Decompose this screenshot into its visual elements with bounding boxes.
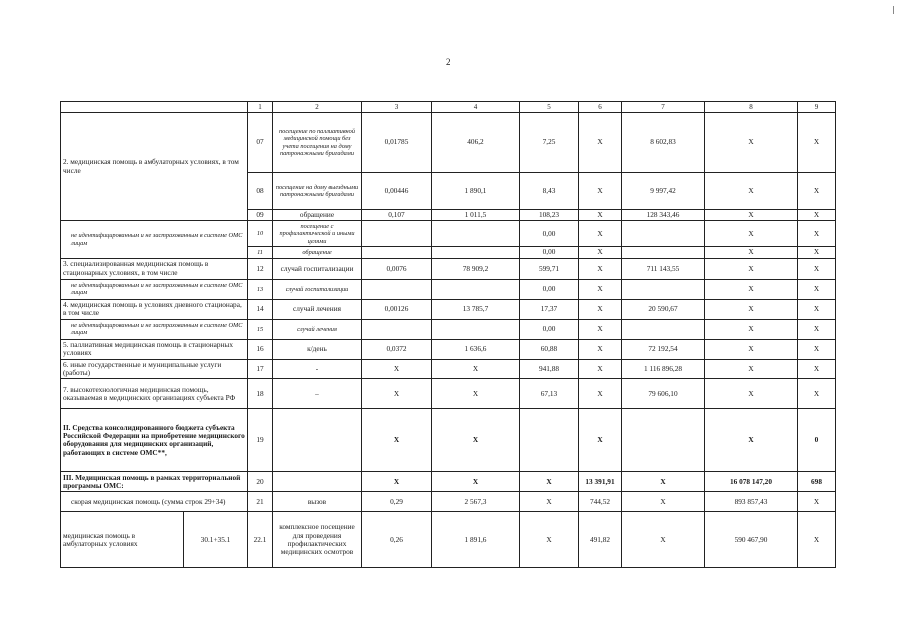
cell-8: Х (705, 173, 798, 210)
table-row (61, 279, 836, 299)
header-row (61, 102, 836, 113)
cell-4: 13 785,7 (432, 299, 520, 319)
cell-5: 8,43 (520, 173, 579, 210)
header-cell: 1 (248, 102, 273, 113)
cell-8: Х (705, 299, 798, 319)
cell-6: Х (579, 258, 622, 279)
row-name: не идентифицированным и не застрахованным в системе ОМС лицам (61, 319, 248, 339)
cell-9: Х (798, 173, 836, 210)
cell-6: Х (579, 247, 622, 258)
cell-6: Х (579, 221, 622, 247)
cell-3: Х (362, 472, 432, 492)
table-row (61, 492, 836, 512)
cell-5: 941,88 (520, 359, 579, 379)
table-row (61, 339, 836, 359)
cell-3: Х (362, 379, 432, 409)
cell-8: 893 857,43 (705, 492, 798, 512)
cell-4: 78 909,2 (432, 258, 520, 279)
row-code: 07 (248, 113, 273, 173)
table-row (61, 319, 836, 339)
cell-4 (432, 247, 520, 258)
row-code: 13 (248, 279, 273, 299)
table-row (61, 512, 836, 568)
cell-3: Х (362, 359, 432, 379)
header-cell: 4 (432, 102, 520, 113)
row-code: 15 (248, 319, 273, 339)
cell-4: 1 890,1 (432, 173, 520, 210)
cell-4: 1 636,6 (432, 339, 520, 359)
cell-9: Х (798, 319, 836, 339)
cell-9: Х (798, 210, 836, 221)
cell-7 (622, 409, 705, 472)
cell-4 (432, 221, 520, 247)
row-unit: посещение по паллиативной медицинской помощи без учета посещения на дому патронажными бригадами (273, 113, 362, 173)
row-unit: случай госпитализации (273, 258, 362, 279)
cell-6: Х (579, 173, 622, 210)
cell-8: Х (705, 339, 798, 359)
row-code: 14 (248, 299, 273, 319)
cell-9: Х (798, 512, 836, 568)
cell-3 (362, 279, 432, 299)
header-cell: 6 (579, 102, 622, 113)
header-cell-empty (61, 102, 248, 113)
cell-6: Х (579, 319, 622, 339)
table-row (61, 299, 836, 319)
row-name: 7. высокотехнологичная медицинская помощь, оказываемая в медицинских организациях субъекта РФ (61, 379, 248, 409)
cell-6: Х (579, 379, 622, 409)
cell-8: Х (705, 258, 798, 279)
cell-9: Х (798, 279, 836, 299)
cell-8: Х (705, 113, 798, 173)
header-cell: 7 (622, 102, 705, 113)
cell-6: 13 391,91 (579, 472, 622, 492)
row-name: 5. паллиативная медицинская помощь в стационарных условиях (61, 339, 248, 359)
cell-8: 16 078 147,20 (705, 472, 798, 492)
cell-4: 1 891,6 (432, 512, 520, 568)
cell-7: 9 997,42 (622, 173, 705, 210)
row-unit: вызов (273, 492, 362, 512)
table-row (61, 258, 836, 279)
cell-5: 67,13 (520, 379, 579, 409)
cell-3: 0,00446 (362, 173, 432, 210)
table-row (61, 379, 836, 409)
cell-9: Х (798, 359, 836, 379)
table-row (61, 359, 836, 379)
cell-5: 0,00 (520, 319, 579, 339)
cell-3: 0,26 (362, 512, 432, 568)
cell-7: 79 606,10 (622, 379, 705, 409)
row-name: не идентифицированным и не застрахованным в системе ОМС лицам (61, 279, 248, 299)
cell-9: Х (798, 492, 836, 512)
row-unit: - (273, 359, 362, 379)
cell-7 (622, 279, 705, 299)
header-cell: 2 (273, 102, 362, 113)
cell-3 (362, 319, 432, 339)
cell-7: 1 116 896,28 (622, 359, 705, 379)
row-name: 6. иные государственные и муниципальные услуги (работы) (61, 359, 248, 379)
scan-mark (893, 6, 894, 14)
cell-9: Х (798, 299, 836, 319)
cell-3: 0,107 (362, 210, 432, 221)
cell-8: Х (705, 359, 798, 379)
row-unit: случай лечения (273, 299, 362, 319)
cell-4: 406,2 (432, 113, 520, 173)
cell-9: Х (798, 221, 836, 247)
cell-7 (622, 221, 705, 247)
cell-5 (520, 409, 579, 472)
header-cell: 5 (520, 102, 579, 113)
cell-8: Х (705, 379, 798, 409)
cell-3: 0,01785 (362, 113, 432, 173)
cell-6: 491,82 (579, 512, 622, 568)
page-number: 2 (446, 57, 451, 67)
row-name: 3. специализированная медицинская помощь в стационарных условиях, в том числе (61, 258, 248, 279)
row-code: 17 (248, 359, 273, 379)
table-row (61, 221, 836, 247)
cell-4: Х (432, 379, 520, 409)
cell-5: 599,71 (520, 258, 579, 279)
row-unit (273, 409, 362, 472)
cell-4: Х (432, 409, 520, 472)
cell-5: 0,00 (520, 247, 579, 258)
row-unit: – (273, 379, 362, 409)
cell-9: Х (798, 339, 836, 359)
cell-5: 0,00 (520, 279, 579, 299)
cell-8: 590 467,90 (705, 512, 798, 568)
row-name: III. Медицинская помощь в рамках территориальной программы ОМС: (61, 472, 248, 492)
cell-4: 2 567,3 (432, 492, 520, 512)
header-cell: 9 (798, 102, 836, 113)
cell-4: Х (432, 472, 520, 492)
row-unit: обращение (273, 247, 362, 258)
row-code: 19 (248, 409, 273, 472)
row-code: 22.1 (248, 512, 273, 568)
row-code: 12 (248, 258, 273, 279)
cell-6: Х (579, 113, 622, 173)
cell-3: 0,0372 (362, 339, 432, 359)
cell-7: 20 590,67 (622, 299, 705, 319)
cell-6: Х (579, 299, 622, 319)
row-code: 21 (248, 492, 273, 512)
cell-6: 744,52 (579, 492, 622, 512)
cell-7 (622, 319, 705, 339)
cell-9: Х (798, 258, 836, 279)
row-code: 18 (248, 379, 273, 409)
cell-5: 108,23 (520, 210, 579, 221)
row-code: 10 (248, 221, 273, 247)
table-row (61, 409, 836, 472)
cell-6: Х (579, 409, 622, 472)
cell-5: 0,00 (520, 221, 579, 247)
cell-8: Х (705, 221, 798, 247)
table-row (61, 113, 836, 173)
cell-8: Х (705, 409, 798, 472)
cell-3: Х (362, 409, 432, 472)
cell-3 (362, 221, 432, 247)
row-code: 11 (248, 247, 273, 258)
cell-9: 0 (798, 409, 836, 472)
row-unit: обращение (273, 210, 362, 221)
cell-4 (432, 279, 520, 299)
cell-9: Х (798, 379, 836, 409)
cell-9: Х (798, 247, 836, 258)
row-unit: случай госпитализации (273, 279, 362, 299)
cell-8: Х (705, 279, 798, 299)
row-unit: комплексное посещение для проведения профилактических медицинских осмотров (273, 512, 362, 568)
cell-3: 0,00126 (362, 299, 432, 319)
row-code: 16 (248, 339, 273, 359)
row-name: скорая медицинская помощь (сумма строк 29+34) (61, 492, 248, 512)
cell-5: Х (520, 472, 579, 492)
row-name: 4. медицинская помощь в условиях дневного стационара, в том числе (61, 299, 248, 319)
cell-8: Х (705, 210, 798, 221)
cell-3 (362, 247, 432, 258)
row-name: 2. медицинская помощь в амбулаторных условиях, в том числе (61, 113, 248, 221)
cell-5: 7,25 (520, 113, 579, 173)
cell-6: Х (579, 359, 622, 379)
row-code: 09 (248, 210, 273, 221)
cell-6: Х (579, 210, 622, 221)
row-unit: случай лечения (273, 319, 362, 339)
row-unit: посещение на дому выездными патронажными бригадами (273, 173, 362, 210)
cell-6: Х (579, 279, 622, 299)
cell-7: 128 343,46 (622, 210, 705, 221)
cell-4: 1 011,5 (432, 210, 520, 221)
cell-7: Х (622, 512, 705, 568)
row-ref: 30.1+35.1 (184, 512, 248, 568)
cell-7: 72 192,54 (622, 339, 705, 359)
row-name: медицинская помощь в амбулаторных условиях (61, 512, 184, 568)
cell-3: 0,0076 (362, 258, 432, 279)
cell-4: Х (432, 359, 520, 379)
cell-8: Х (705, 247, 798, 258)
row-code: 08 (248, 173, 273, 210)
row-unit: к/день (273, 339, 362, 359)
cell-5: Х (520, 512, 579, 568)
row-name: не идентифицированным и не застрахованным в системе ОМС лицам (61, 221, 248, 258)
cell-9: Х (798, 113, 836, 173)
cell-6: Х (579, 339, 622, 359)
cell-5: 17,37 (520, 299, 579, 319)
header-cell: 8 (705, 102, 798, 113)
row-code: 20 (248, 472, 273, 492)
cell-7: 711 143,55 (622, 258, 705, 279)
cell-7 (622, 247, 705, 258)
cell-8: Х (705, 319, 798, 339)
cell-7: 8 602,83 (622, 113, 705, 173)
cell-3: 0,29 (362, 492, 432, 512)
cell-4 (432, 319, 520, 339)
table-row (61, 472, 836, 492)
financial-table (60, 101, 836, 568)
row-unit (273, 472, 362, 492)
row-unit: посещение с профилактической и иными целями (273, 221, 362, 247)
cell-5: 60,88 (520, 339, 579, 359)
cell-5: Х (520, 492, 579, 512)
row-name: II. Средства консолидированного бюджета субъекта Российской Федерации на приобретение медицинского оборудования для медицинских организаций, работающих в системе ОМС**, (61, 409, 248, 472)
cell-7: Х (622, 492, 705, 512)
cell-7: Х (622, 472, 705, 492)
cell-9: 698 (798, 472, 836, 492)
header-cell: 3 (362, 102, 432, 113)
